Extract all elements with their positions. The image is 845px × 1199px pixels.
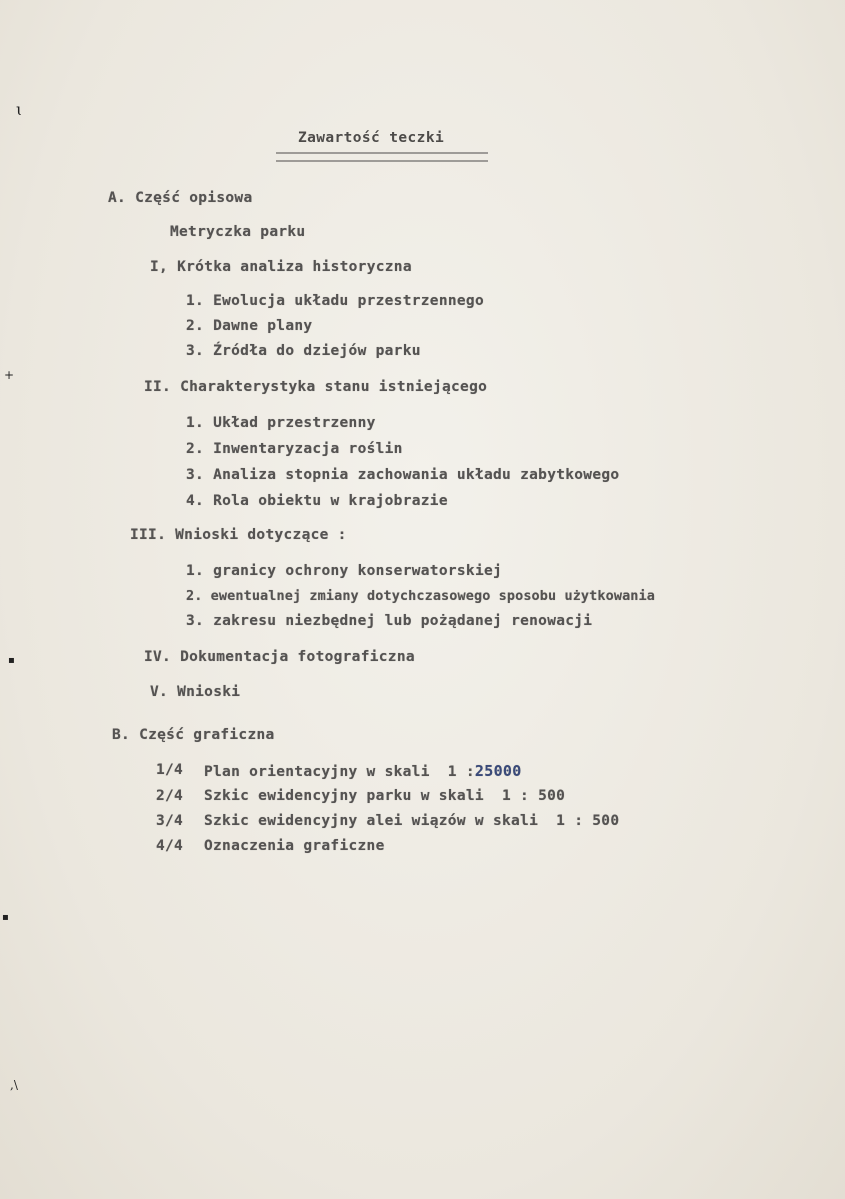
margin-mark: ɩ xyxy=(16,100,23,119)
list-item: 1. granicy ochrony konserwatorskiej xyxy=(186,563,503,579)
section-III-heading: III. Wnioski dotyczące : xyxy=(130,527,347,543)
list-item: 3. zakresu niezbędnej lub pożądanej renowacji xyxy=(186,613,593,629)
margin-mark: + xyxy=(4,368,15,382)
list-item-number: 3/4 xyxy=(156,813,184,829)
list-item-number: 1/4 xyxy=(156,762,184,778)
list-item: Szkic ewidencyjny alei wiązów w skali 1 : 500 xyxy=(204,813,620,829)
list-item: 2. Inwentaryzacja roślin xyxy=(186,441,403,457)
list-item xyxy=(204,762,522,780)
margin-mark: ▪ xyxy=(8,655,15,666)
list-item: 2. ewentualnej zmiany dotychczasowego sposobu użytkowania xyxy=(186,588,655,604)
margin-mark: ,\ xyxy=(10,1078,18,1092)
section-b-heading: B. Część graficzna xyxy=(112,727,275,743)
section-IV-heading: IV. Dokumentacja fotograficzna xyxy=(144,649,415,665)
list-item-number: 2/4 xyxy=(156,788,184,804)
list-item: 1. Ewolucja układu przestrzennego xyxy=(186,293,484,309)
section-I-heading: I, Krótka analiza historyczna xyxy=(150,259,412,275)
metryczka: Metryczka parku xyxy=(170,224,306,240)
list-item: 3. Analiza stopnia zachowania układu zabytkowego xyxy=(186,467,620,483)
section-a-heading: A. Część opisowa xyxy=(108,190,253,206)
list-item: 2. Dawne plany xyxy=(186,318,313,334)
handwritten-scale-value: 25000 xyxy=(474,762,522,780)
list-item: Szkic ewidencyjny parku w skali 1 : 500 xyxy=(204,788,566,804)
list-item: 1. Układ przestrzenny xyxy=(186,415,376,431)
section-II-heading: II. Charakterystyka stanu istniejącego xyxy=(144,379,488,395)
list-item-number: 4/4 xyxy=(156,838,184,854)
list-item: 3. Źródła do dziejów parku xyxy=(186,343,421,359)
list-item-text: Plan orientacyjny w skali 1 : xyxy=(204,764,475,780)
margin-mark: ▪ xyxy=(2,912,9,923)
title-underline xyxy=(276,152,488,162)
document-title: Zawartość teczki xyxy=(298,130,445,146)
list-item: 4. Rola obiektu w krajobrazie xyxy=(186,493,448,509)
list-item: Oznaczenia graficzne xyxy=(204,838,385,854)
section-V-heading: V. Wnioski xyxy=(150,684,241,700)
